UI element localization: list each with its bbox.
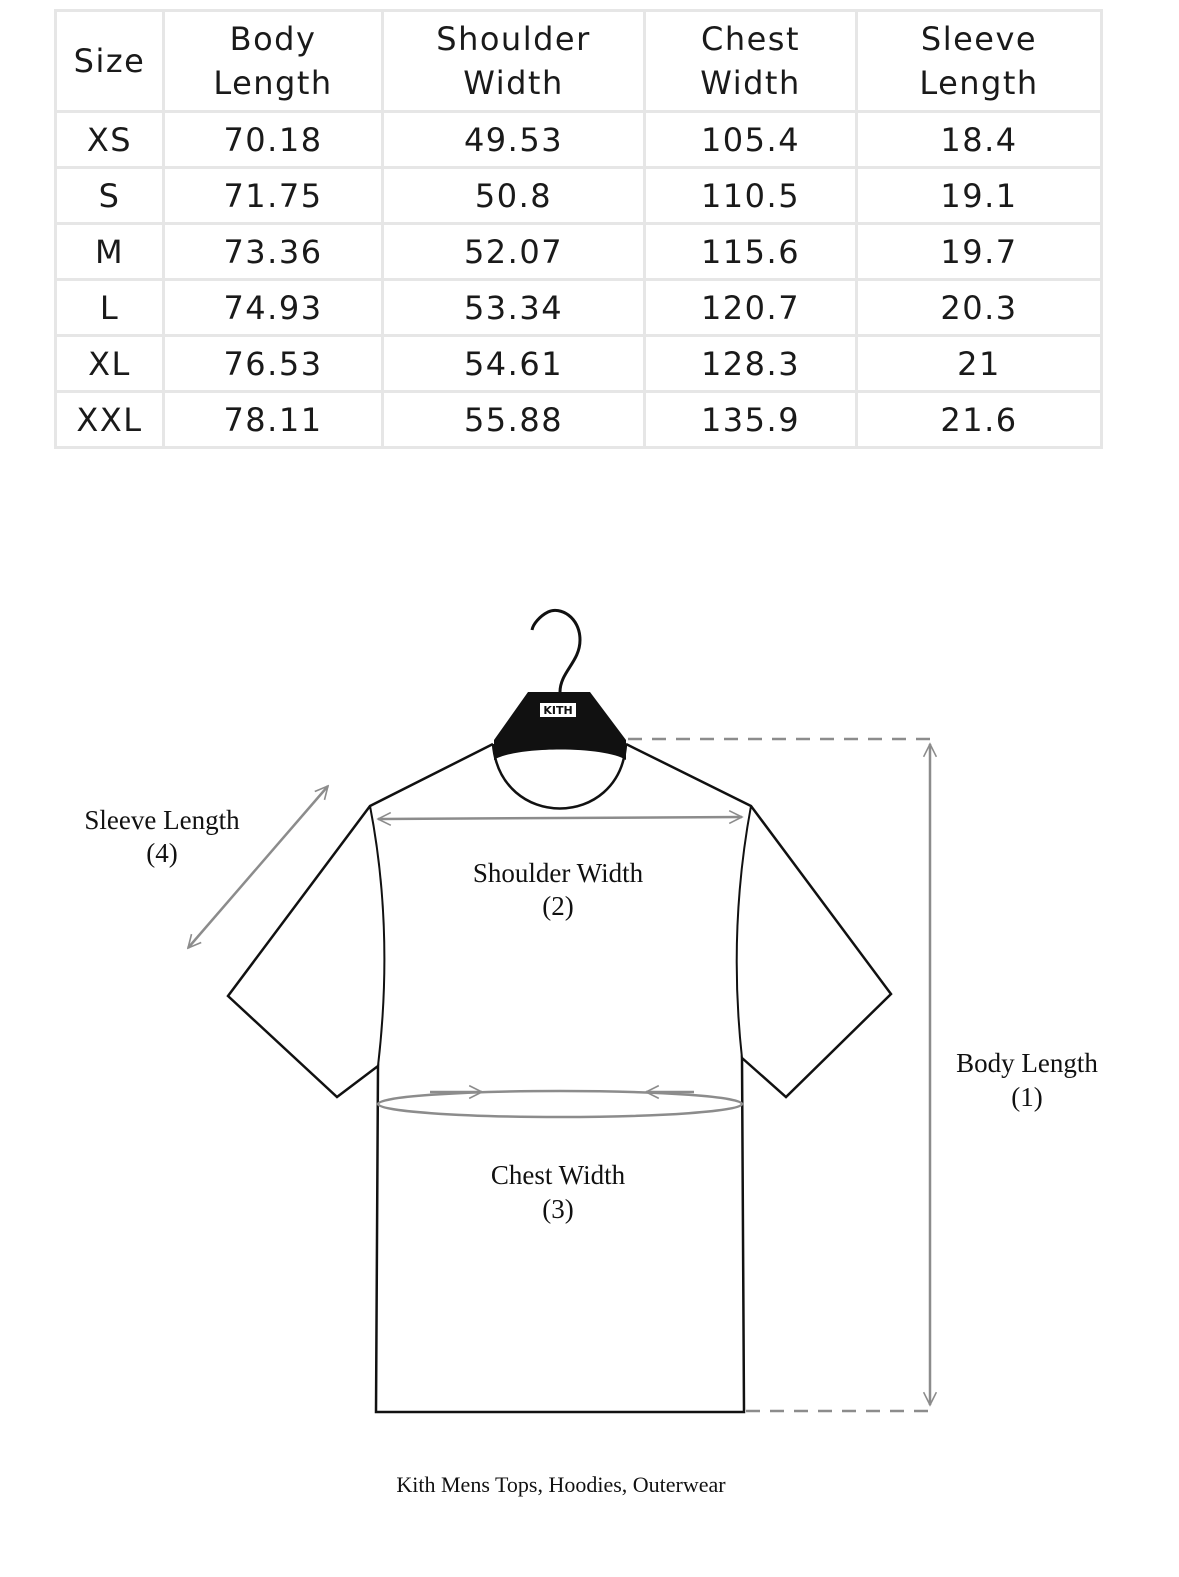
header-shoulder-width: Shoulder Width	[383, 11, 645, 112]
cell-body-length: 76.53	[164, 336, 383, 392]
body-length-label: Body Length	[956, 1048, 1098, 1078]
left-armhole-seam	[370, 806, 384, 1066]
table-row	[56, 112, 1102, 168]
cell-body-length: 73.36	[164, 224, 383, 280]
hanger-brand-label: KITH	[543, 704, 573, 717]
sleeve-length-label: Sleeve Length	[84, 805, 240, 835]
size-chart-table	[54, 9, 1103, 449]
cell-body-length: 78.11	[164, 392, 383, 448]
cell-size: S	[56, 168, 164, 224]
chest-width-number: (3)	[542, 1194, 574, 1224]
cell-body-length: 74.93	[164, 280, 383, 336]
table-header-row	[56, 11, 1102, 112]
header-sleeve-length: Sleeve Length	[857, 11, 1102, 112]
cell-sleeve-length: 19.1	[857, 168, 1102, 224]
table-row	[56, 168, 1102, 224]
tshirt-measurement-diagram	[0, 560, 1179, 1540]
tshirt-collar	[493, 744, 626, 809]
sleeve-length-number: (4)	[146, 838, 178, 868]
diagram-caption: Kith Mens Tops, Hoodies, Outerwear	[396, 1472, 726, 1497]
cell-shoulder-width: 50.8	[383, 168, 645, 224]
cell-sleeve-length: 20.3	[857, 280, 1102, 336]
cell-shoulder-width: 49.53	[383, 112, 645, 168]
cell-size: XL	[56, 336, 164, 392]
chest-width-loop	[378, 1091, 742, 1117]
cell-body-length: 71.75	[164, 168, 383, 224]
cell-body-length: 70.18	[164, 112, 383, 168]
cell-shoulder-width: 54.61	[383, 336, 645, 392]
header-size: Size	[56, 11, 164, 112]
cell-shoulder-width: 55.88	[383, 392, 645, 448]
cell-chest-width: 110.5	[645, 168, 857, 224]
cell-chest-width: 120.7	[645, 280, 857, 336]
table-row	[56, 336, 1102, 392]
header-chest-width: Chest Width	[645, 11, 857, 112]
shoulder-width-number: (2)	[542, 891, 574, 921]
cell-sleeve-length: 21	[857, 336, 1102, 392]
right-armhole-seam	[737, 806, 751, 1058]
shoulder-width-label: Shoulder Width	[472, 858, 644, 888]
cell-size: XXL	[56, 392, 164, 448]
header-body-length: Body Length	[164, 11, 383, 112]
body-length-number: (1)	[1011, 1082, 1043, 1112]
cell-chest-width: 115.6	[645, 224, 857, 280]
cell-size: L	[56, 280, 164, 336]
tshirt-outline	[228, 744, 891, 1412]
cell-shoulder-width: 52.07	[383, 224, 645, 280]
hanger-hook	[532, 610, 580, 692]
cell-sleeve-length: 18.4	[857, 112, 1102, 168]
cell-size: M	[56, 224, 164, 280]
cell-size: XS	[56, 112, 164, 168]
table-row	[56, 280, 1102, 336]
cell-chest-width: 105.4	[645, 112, 857, 168]
table-row	[56, 224, 1102, 280]
cell-shoulder-width: 53.34	[383, 280, 645, 336]
cell-sleeve-length: 21.6	[857, 392, 1102, 448]
hanger-icon	[494, 692, 626, 760]
cell-sleeve-length: 19.7	[857, 224, 1102, 280]
chest-width-label: Chest Width	[490, 1160, 626, 1190]
cell-chest-width: 135.9	[645, 392, 857, 448]
cell-chest-width: 128.3	[645, 336, 857, 392]
shoulder-width-arrow	[378, 817, 742, 819]
table-row	[56, 392, 1102, 448]
